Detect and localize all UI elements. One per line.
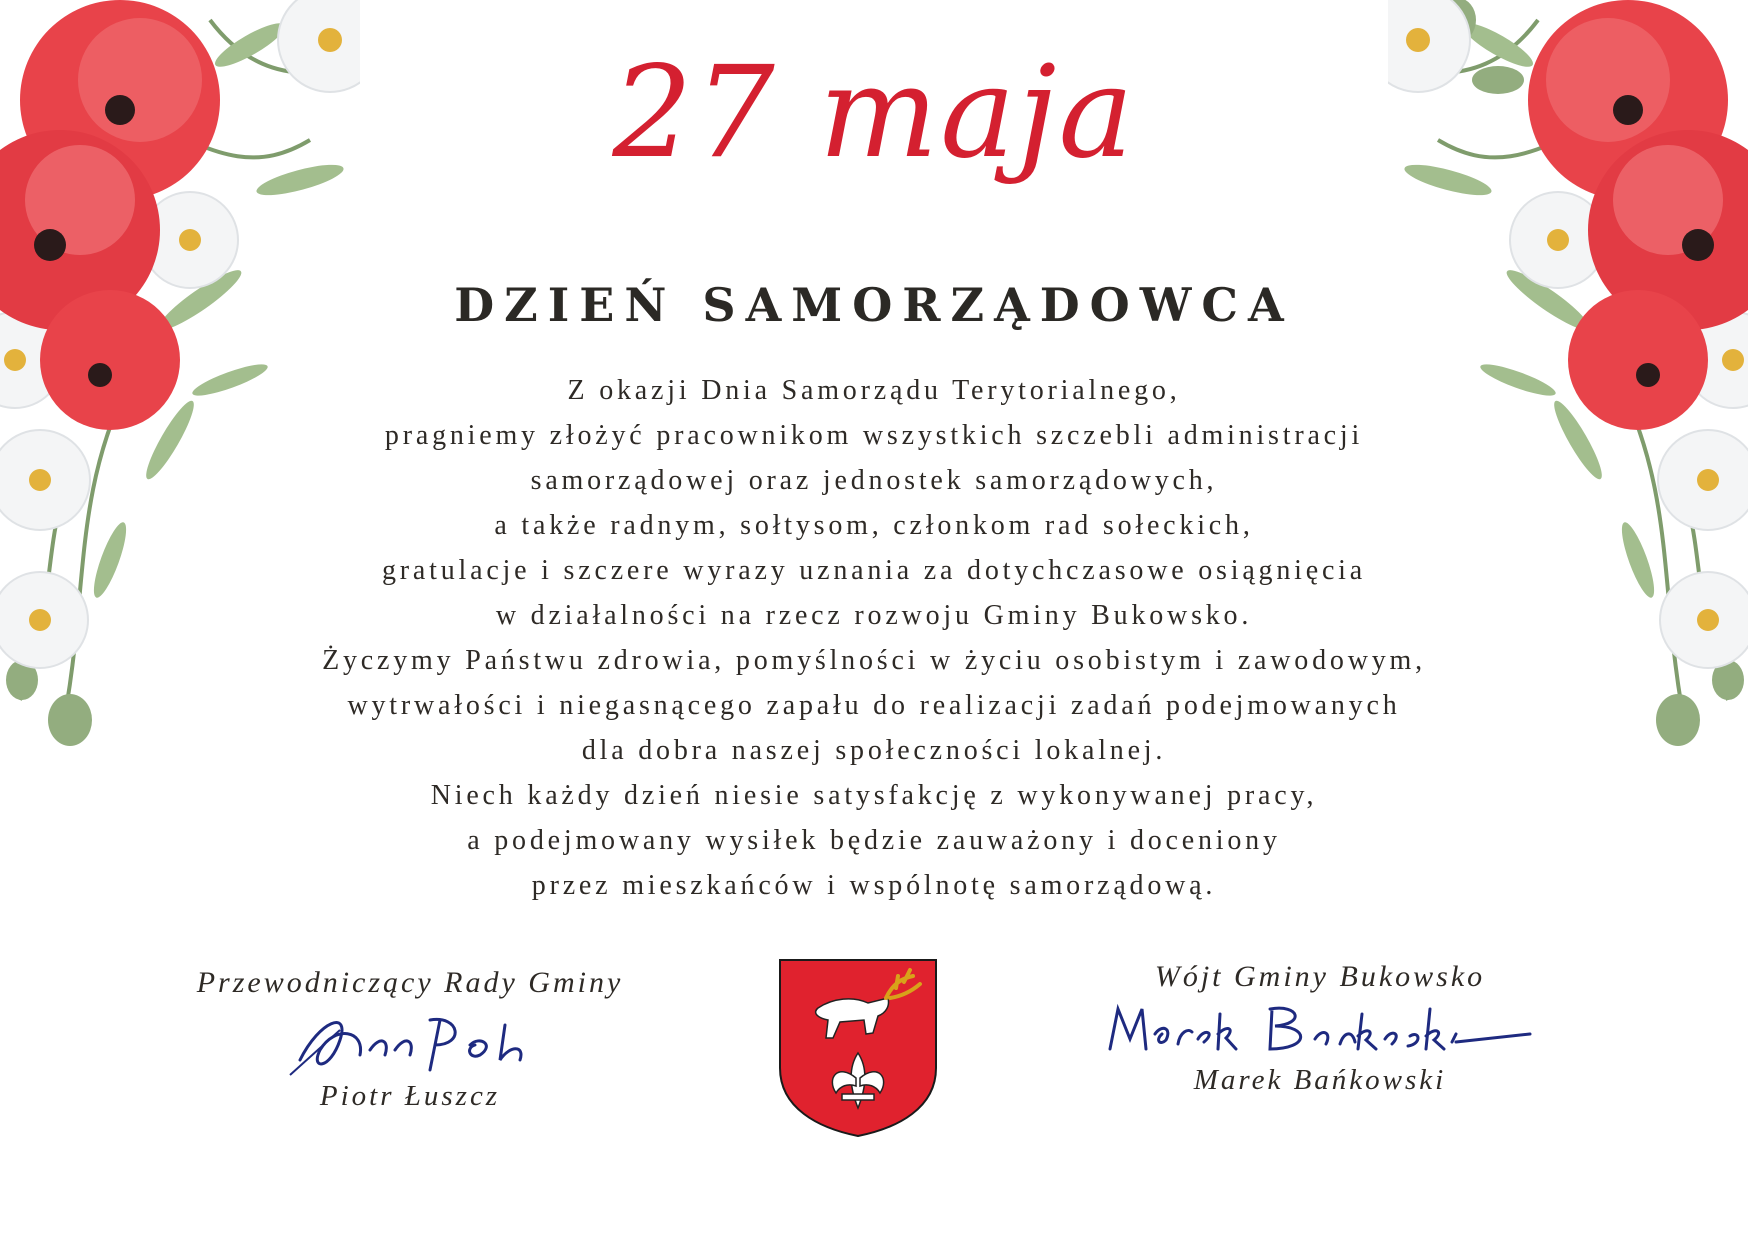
signature-block-council-chair (130, 966, 690, 1113)
greeting-line: gratulacje i szczere wyrazy uznania za dotychczasowe osiągnięcia (381, 555, 1366, 586)
greeting-line: wytrwałości i niegasnącego zapału do realizacji zadań podejmowanych (347, 690, 1401, 721)
greeting-line: Niech każdy dzień niesie satysfakcję z wykonywanej pracy, (430, 780, 1318, 811)
greeting-line: a podejmowany wysiłek będzie zauważony i doceniony (467, 825, 1281, 856)
greeting-line: Życzymy Państwu zdrowia, pomyślności w życiu osobistym i zawodowym, (322, 645, 1426, 676)
greeting-line: pragniemy złożyć pracownikom wszystkich szczebli administracji (384, 420, 1364, 451)
greeting-text (140, 368, 1608, 908)
greeting-line: Z okazji Dnia Samorządu Terytorialnego, (567, 375, 1181, 406)
handwritten-signature-left (280, 1000, 540, 1080)
signatory-name: Marek Bańkowski (1193, 1064, 1447, 1096)
date-heading: 27 maja (612, 39, 1136, 186)
signatory-name: Piotr Łuszcz (319, 1080, 501, 1112)
page-title: DZIEŃ SAMORZĄDOWCA (454, 278, 1294, 332)
handwritten-signature-right (1100, 994, 1540, 1064)
coat-of-arms-icon (778, 958, 938, 1138)
greeting-line: w działalności na rzecz rozwoju Gminy Bukowsko. (495, 600, 1253, 631)
greeting-line: samorządowej oraz jednostek samorządowych, (530, 465, 1218, 496)
greeting-line: przez mieszkańców i wspólnotę samorządową. (531, 870, 1217, 901)
signatory-role: Przewodniczący Rady Gminy (196, 966, 624, 999)
signatory-role: Wójt Gminy Bukowsko (1154, 960, 1486, 993)
signature-block-mayor (1060, 960, 1580, 1097)
greeting-line: dla dobra naszej społeczności lokalnej. (581, 735, 1167, 766)
greeting-line: a także radnym, sołtysom, członkom rad sołeckich, (494, 510, 1254, 541)
